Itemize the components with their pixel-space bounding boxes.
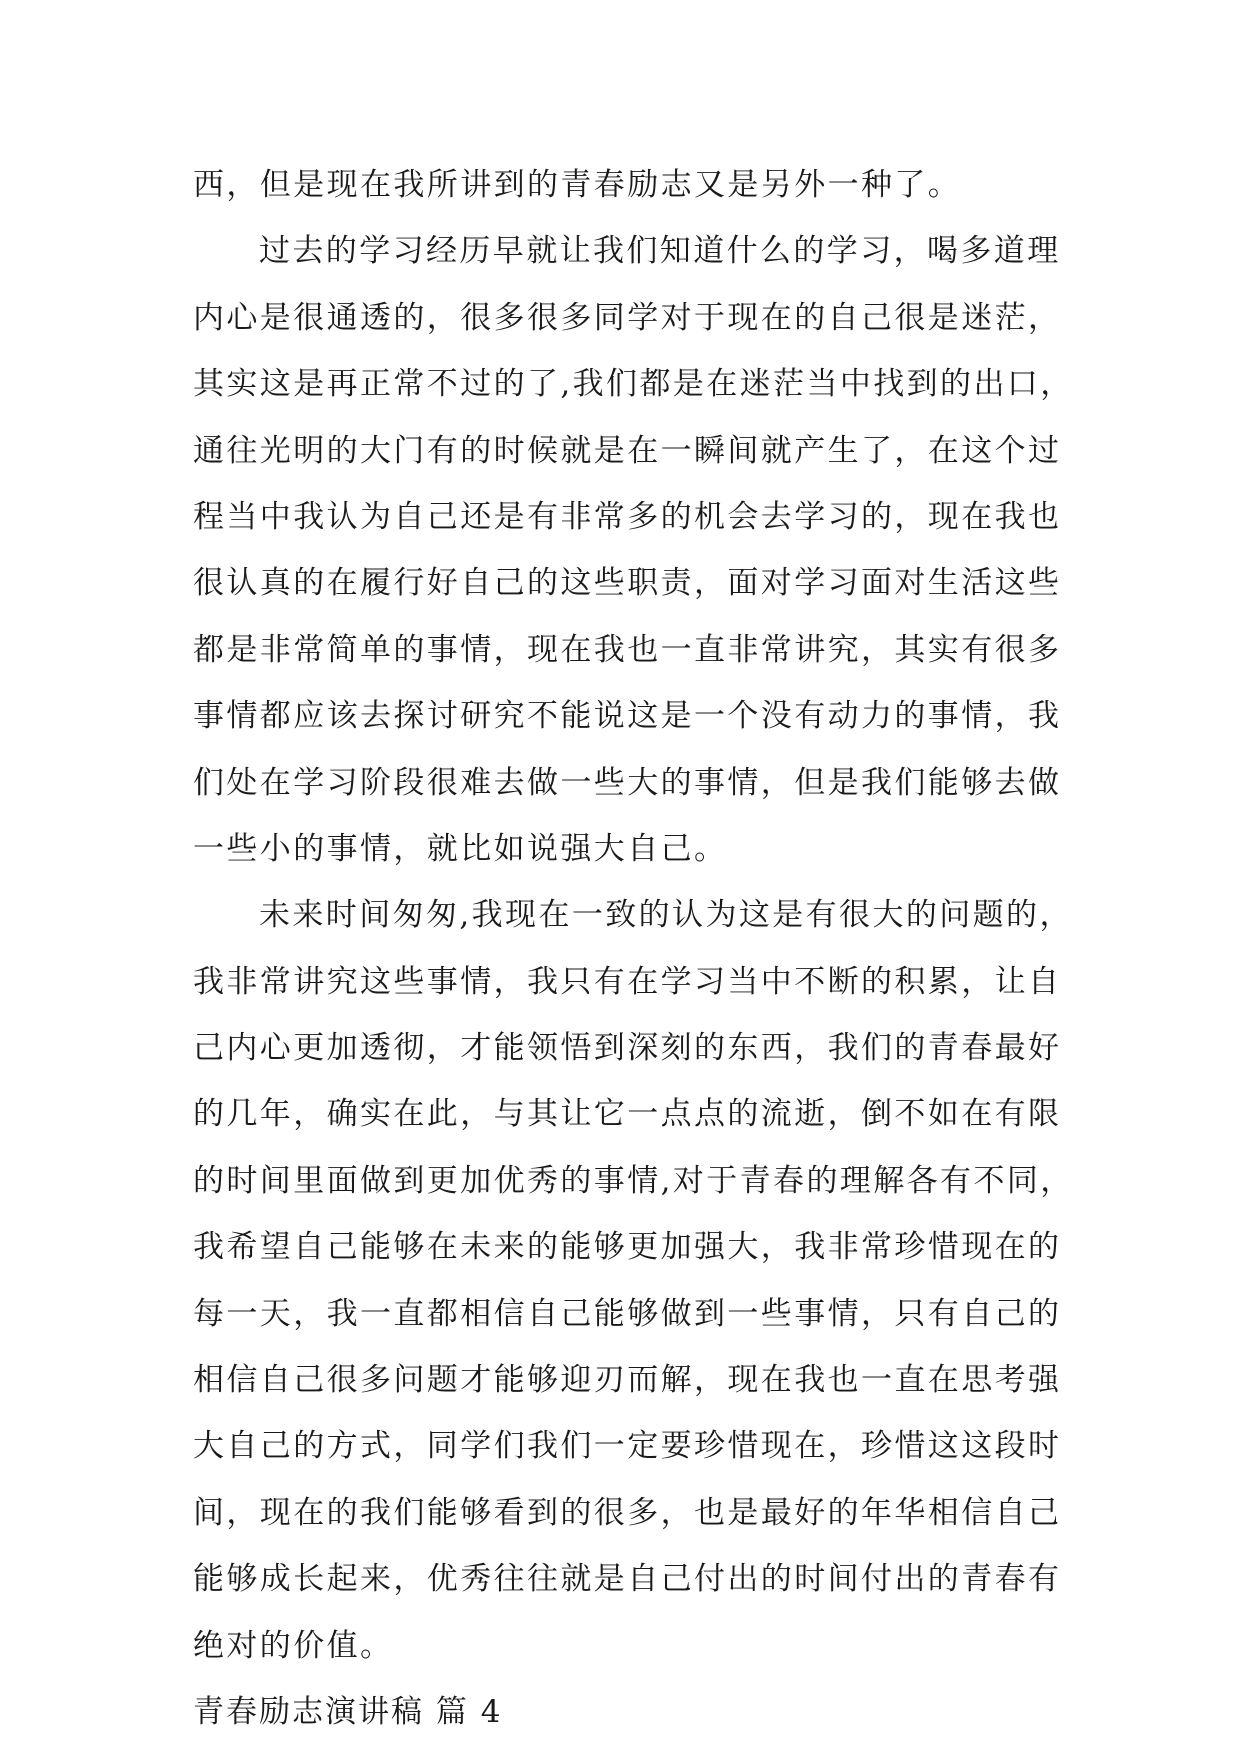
text-line: 能够成长起来，优秀往往就是自己付出的时间付出的青春有 — [193, 1561, 1062, 1598]
section-heading: 青春励志演讲稿 篇 4 — [193, 1693, 503, 1730]
text-line: 相信自己很多问题才能够迎刃而解，现在我也一直在思考强 — [193, 1362, 1062, 1399]
text-line: 内心是很通透的，很多很多同学对于现在的自己很是迷茫， — [193, 299, 1062, 336]
text-line: 大自己的方式，同学们我们一定要珍惜现在，珍惜这这段时 — [193, 1428, 1062, 1465]
text-line: 每一天，我一直都相信自己能够做到一些事情，只有自己的 — [193, 1295, 1062, 1332]
text-line: 的几年，确实在此，与其让它一点点的流逝，倒不如在有限 — [193, 1096, 1062, 1133]
text-line: 我希望自己能够在未来的能够更加强大，我非常珍惜现在的 — [193, 1229, 1062, 1266]
text-line: 间，现在的我们能够看到的很多，也是最好的年华相信自己 — [193, 1494, 1062, 1531]
text-line: 未来时间匆匆,我现在一致的认为这是有很大的问题的， — [259, 897, 1073, 934]
text-line: 通往光明的大门有的时候就是在一瞬间就产生了，在这个过 — [193, 432, 1062, 469]
text-line: 的时间里面做到更加优秀的事情,对于青春的理解各有不同， — [193, 1162, 1074, 1199]
text-line: 绝对的价值。 — [193, 1627, 394, 1664]
text-line: 我非常讲究这些事情，我只有在学习当中不断的积累，让自 — [193, 963, 1062, 1000]
text-line: 西，但是现在我所讲到的青春励志又是另外一种了。 — [193, 167, 962, 203]
document-body — [193, 152, 1073, 1745]
text-line: 己内心更加透彻，才能领悟到深刻的东西，我们的青春最好 — [193, 1030, 1062, 1067]
text-line: 都是非常简单的事情，现在我也一直非常讲究，其实有很多 — [193, 631, 1062, 668]
text-line: 很认真的在履行好自己的这些职责，面对学习面对生活这些 — [193, 565, 1062, 602]
text-line: 事情都应该去探讨研究不能说这是一个没有动力的事情，我 — [193, 698, 1062, 735]
text-line: 其实这是再正常不过的了,我们都是在迷茫当中找到的出口， — [193, 366, 1074, 403]
text-line: 程当中我认为自己还是有非常多的机会去学习的，现在我也 — [193, 498, 1062, 535]
text-line: 们处在学习阶段很难去做一些大的事情，但是我们能够去做 — [193, 764, 1062, 801]
text-line: 过去的学习经历早就让我们知道什么的学习，喝多道理 — [259, 233, 1061, 270]
text-line: 一些小的事情，就比如说强大自己。 — [193, 830, 728, 867]
